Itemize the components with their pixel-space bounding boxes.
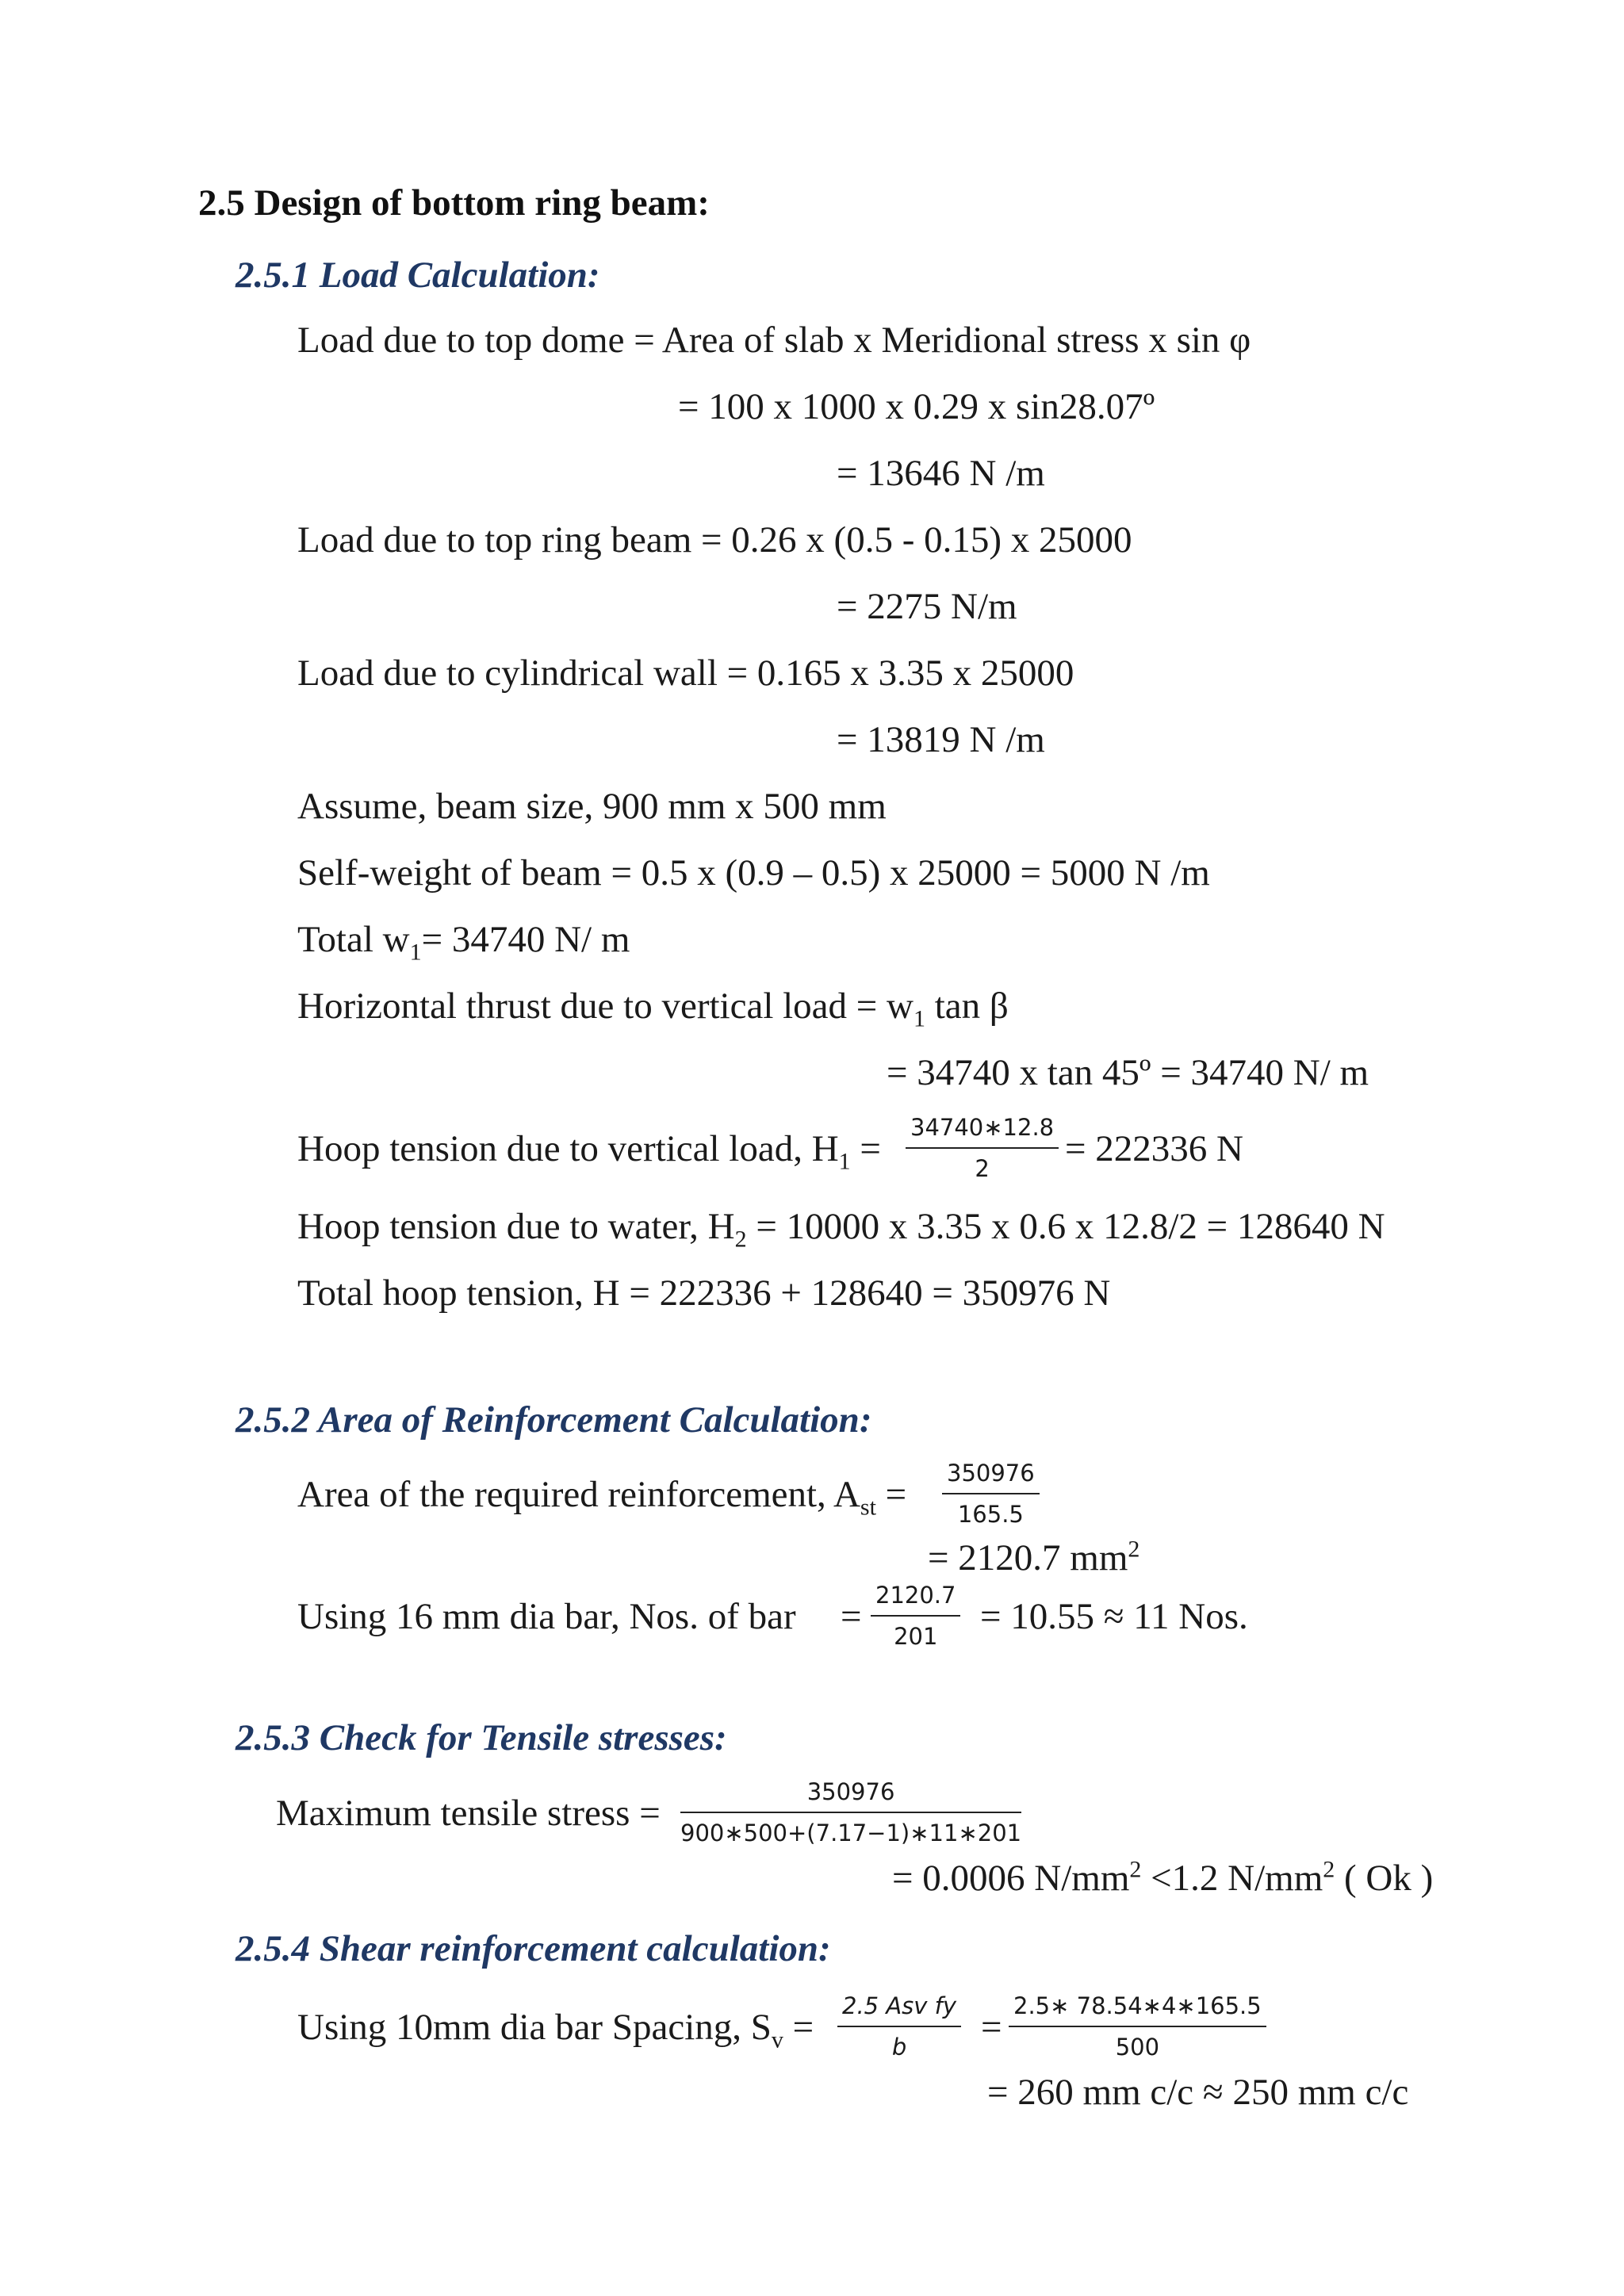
beam-size-assumption: Assume, beam size, 900 mm x 500 mm [297,786,887,827]
self-weight-line: Self-weight of beam = 0.5 x (0.9 – 0.5) x 25000 = 5000 N /m [297,852,1210,894]
hoop-tension-vertical-result: = 222336 N [1065,1128,1243,1169]
total-hoop-tension-line: Total hoop tension, H = 222336 + 128640 = 350976 N [297,1272,1111,1314]
spacing-fraction-symbolic: 2.5 Asv fy b [837,1992,961,2061]
horizontal-thrust-result: = 34740 x tan 45º = 34740 N/ m [887,1052,1369,1093]
required-area-result: = 2120.7 $mm^2$ [928,1536,1140,1578]
number-of-bars-line: Using 16 mm dia bar, Nos. of bar [297,1596,796,1637]
number-of-bars-equals: = [841,1596,862,1637]
hoop-tension-vertical-line: Hoop tension due to vertical load, $H_1$ = [297,1128,881,1175]
ring-load-result: = 2275 N/m [837,586,1017,627]
number-of-bars-result: = 10.55 ≈ 11 Nos. [980,1596,1248,1637]
number-of-bars-fraction: $\frac{2120.7}{201}$ [871,1582,960,1650]
hoop-tension-vertical-fraction: $\frac{34740∗12.8}{2}$ [906,1114,1059,1182]
wall-load-result: = 13819 N /m [837,719,1045,760]
hoop-tension-water-line: Hoop tension due to water, $H_2 = 10000$ x 3.35 x 0.6 x 12.8/2 = 128640 N [297,1206,1385,1253]
spacing-line: Using 10mm dia bar Spacing, $S_v$ = [297,2007,814,2053]
spacing-result: = 260 mm c/c ≈ 250 mm c/c [987,2072,1409,2113]
section-title: 2.5 Design of bottom ring beam: [198,182,710,224]
required-area-line: Area of the required reinforcement, $A_{st}$ = [297,1474,907,1521]
spacing-equals: = [981,2007,1002,2048]
dome-load-result: = 13646 N /m [837,453,1045,494]
wall-load-line: Load due to cylindrical wall = 0.165 x 3.35 x 25000 [297,652,1074,694]
required-area-fraction: $\frac{350976}{165.5}$ [942,1460,1040,1528]
tensile-stress-heading: 2.5.3 Check for Tensile stresses: [236,1717,727,1758]
max-tensile-stress-line: Maximum tensile stress = [276,1793,661,1834]
horizontal-thrust-line: Horizontal thrust due to vertical load = $w_1$ tan β [297,985,1009,1032]
area-reinforcement-heading: 2.5.2 Area of Reinforcement Calculation: [236,1399,872,1441]
dome-load-calc: = 100 x 1000 x 0.29 x sin28.07º [678,386,1155,427]
load-calculation-heading: 2.5.1 Load Calculation: [236,254,600,296]
shear-reinforcement-heading: 2.5.4 Shear reinforcement calculation: [236,1928,831,1969]
dome-load-line: Load due to top dome = Area of slab x Meridional stress x sin φ [297,320,1251,361]
total-load-line: Total $w_1= 34740$ N/ m [297,919,630,966]
spacing-fraction-numeric: $\frac{2.5∗ 78.54∗4∗165.5}{500}$ [1009,1992,1266,2061]
max-tensile-stress-fraction: $\frac{350976}{900∗500+(7.17-1)∗11∗201}$ [680,1778,1022,1846]
tensile-stress-result: = 0.0006 $N/mm^2 <1.2$ $N/mm^2$ ( Ok ) [892,1856,1434,1899]
ring-load-line: Load due to top ring beam = 0.26 x (0.5 - 0.15) x 25000 [297,519,1132,561]
